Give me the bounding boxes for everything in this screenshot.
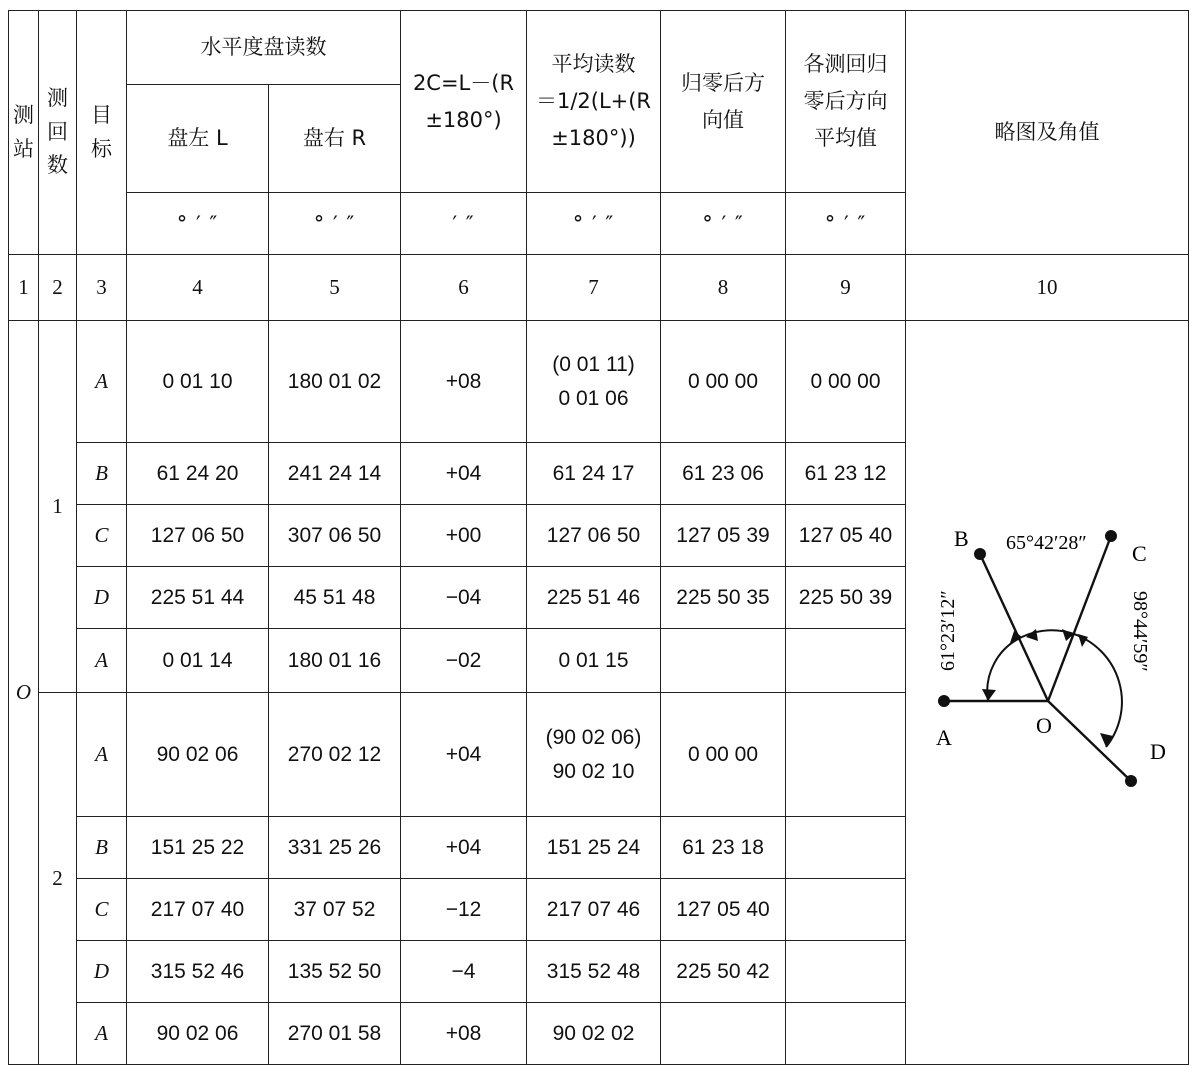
column-number: 9 [786, 255, 906, 321]
header-two-c: 2C=L－(R ±180°) [401, 11, 527, 193]
round-label: 2 [39, 693, 77, 1065]
mean-reading: 61 24 17 [527, 443, 661, 505]
target-cell: C [77, 505, 127, 567]
round-label: 1 [39, 321, 77, 693]
column-number: 5 [269, 255, 401, 321]
face-left-reading: 90 02 06 [127, 693, 269, 817]
mean-reading: 90 02 02 [527, 1003, 661, 1065]
ray-oc [1048, 536, 1111, 701]
ray-od [1048, 701, 1131, 781]
face-right-reading: 45 51 48 [269, 567, 401, 629]
point-label-a: A [936, 725, 952, 750]
header-mean-reading: 平均读数 ＝1/2(L+(R ±180°)) [527, 11, 661, 193]
table-row [9, 321, 1189, 443]
target-cell: A [77, 693, 127, 817]
face-left-reading: 0 01 14 [127, 629, 269, 693]
unit-dms: ° ′ ″ [661, 193, 786, 255]
point-label-o: O [1036, 713, 1052, 738]
two-c-value: −4 [401, 941, 527, 1003]
face-left-reading: 61 24 20 [127, 443, 269, 505]
column-number: 10 [906, 255, 1189, 321]
column-number: 8 [661, 255, 786, 321]
point-label-d: D [1150, 739, 1166, 764]
reduced-direction: 61 23 06 [661, 443, 786, 505]
mean-reading: 225 51 46 [527, 567, 661, 629]
point-label-b: B [954, 526, 969, 551]
face-right-reading: 180 01 16 [269, 629, 401, 693]
target-cell: A [77, 1003, 127, 1065]
face-right-reading: 307 06 50 [269, 505, 401, 567]
reduced-direction: 0 00 00 [661, 693, 786, 817]
face-right-reading: 241 24 14 [269, 443, 401, 505]
face-left-reading: 225 51 44 [127, 567, 269, 629]
two-c-value: +04 [401, 693, 527, 817]
header-circle-reading: 水平度盘读数 [127, 11, 401, 85]
point-c-marker [1105, 530, 1117, 542]
face-left-reading: 90 02 06 [127, 1003, 269, 1065]
face-right-reading: 331 25 26 [269, 817, 401, 879]
reduced-direction: 127 05 39 [661, 505, 786, 567]
face-right-reading: 135 52 50 [269, 941, 401, 1003]
target-cell: D [77, 567, 127, 629]
two-c-value: +04 [401, 817, 527, 879]
round-mean-direction [786, 941, 906, 1003]
column-number-row [9, 255, 1189, 321]
angle-sketch [906, 321, 1189, 1059]
header-round-mean: 各测回归 零后方向 平均值 [786, 11, 906, 193]
target-cell: B [77, 443, 127, 505]
face-left-reading: 0 01 10 [127, 321, 269, 443]
face-right-reading: 270 01 58 [269, 1003, 401, 1065]
header-sketch: 略图及角值 [906, 11, 1189, 255]
target-cell: B [77, 817, 127, 879]
two-c-value: +04 [401, 443, 527, 505]
reduced-direction [661, 629, 786, 693]
station-name: O [9, 321, 39, 1065]
target-cell: D [77, 941, 127, 1003]
mean-reading: 151 25 24 [527, 817, 661, 879]
sketch-cell [906, 321, 1189, 1065]
target-cell: A [77, 321, 127, 443]
point-label-c: C [1132, 541, 1147, 566]
header-face-left: 盘左 L [127, 85, 269, 193]
face-right-reading: 180 01 02 [269, 321, 401, 443]
round-mean-direction: 127 05 40 [786, 505, 906, 567]
arrowhead [982, 689, 996, 701]
face-left-reading: 217 07 40 [127, 879, 269, 941]
header-reduced-direction: 归零后方 向值 [661, 11, 786, 193]
column-number: 7 [527, 255, 661, 321]
point-d-marker [1125, 775, 1137, 787]
mean-reading: 217 07 46 [527, 879, 661, 941]
round-mean-direction [786, 693, 906, 817]
two-c-value: −02 [401, 629, 527, 693]
unit-dms: ° ′ ″ [786, 193, 906, 255]
header-round: 测 回 数 [39, 11, 77, 255]
column-number: 3 [77, 255, 127, 321]
round-mean-direction: 61 23 12 [786, 443, 906, 505]
unit-dms: ° ′ ″ [527, 193, 661, 255]
two-c-value: +08 [401, 321, 527, 443]
angle-label-boc: 65°42′28″ [1006, 532, 1087, 554]
round-mean-direction [786, 629, 906, 693]
reduced-direction: 225 50 42 [661, 941, 786, 1003]
mean-reading: 315 52 48 [527, 941, 661, 1003]
two-c-value: −04 [401, 567, 527, 629]
face-left-reading: 151 25 22 [127, 817, 269, 879]
unit-dms: ° ′ ″ [127, 193, 269, 255]
reduced-direction [661, 1003, 786, 1065]
face-left-reading: 127 06 50 [127, 505, 269, 567]
arc-cod [1074, 634, 1122, 747]
reduced-direction: 0 00 00 [661, 321, 786, 443]
header-target: 目 标 [77, 11, 127, 255]
mean-reading: (90 02 06) 90 02 10 [527, 693, 661, 817]
two-c-value: −12 [401, 879, 527, 941]
mean-reading: 127 06 50 [527, 505, 661, 567]
two-c-value: +08 [401, 1003, 527, 1065]
column-number: 1 [9, 255, 39, 321]
mean-reading: 0 01 15 [527, 629, 661, 693]
angle-label-aob: 61°23′12″ [937, 590, 959, 671]
angle-label-cod: 98°44′59″ [1129, 591, 1151, 672]
unit-dms: ° ′ ″ [269, 193, 401, 255]
round-mean-direction [786, 1003, 906, 1065]
round-mean-direction [786, 817, 906, 879]
unit-ms: ′ ″ [401, 193, 527, 255]
face-right-reading: 37 07 52 [269, 879, 401, 941]
observation-sheet [8, 10, 1189, 1065]
target-cell: C [77, 879, 127, 941]
header-face-right: 盘右 R [269, 85, 401, 193]
reduced-direction: 61 23 18 [661, 817, 786, 879]
reduced-direction: 225 50 35 [661, 567, 786, 629]
header-station: 测 站 [9, 11, 39, 255]
column-number: 2 [39, 255, 77, 321]
round-mean-direction [786, 879, 906, 941]
mean-reading: (0 01 11) 0 01 06 [527, 321, 661, 443]
point-b-marker [974, 548, 986, 560]
ray-ob [980, 554, 1048, 701]
target-cell: A [77, 629, 127, 693]
horizontal-angle-table [8, 10, 1189, 1065]
reduced-direction: 127 05 40 [661, 879, 786, 941]
point-a-marker [938, 695, 950, 707]
face-left-reading: 315 52 46 [127, 941, 269, 1003]
face-right-reading: 270 02 12 [269, 693, 401, 817]
column-number: 6 [401, 255, 527, 321]
two-c-value: +00 [401, 505, 527, 567]
column-number: 4 [127, 255, 269, 321]
round-mean-direction: 0 00 00 [786, 321, 906, 443]
round-mean-direction: 225 50 39 [786, 567, 906, 629]
